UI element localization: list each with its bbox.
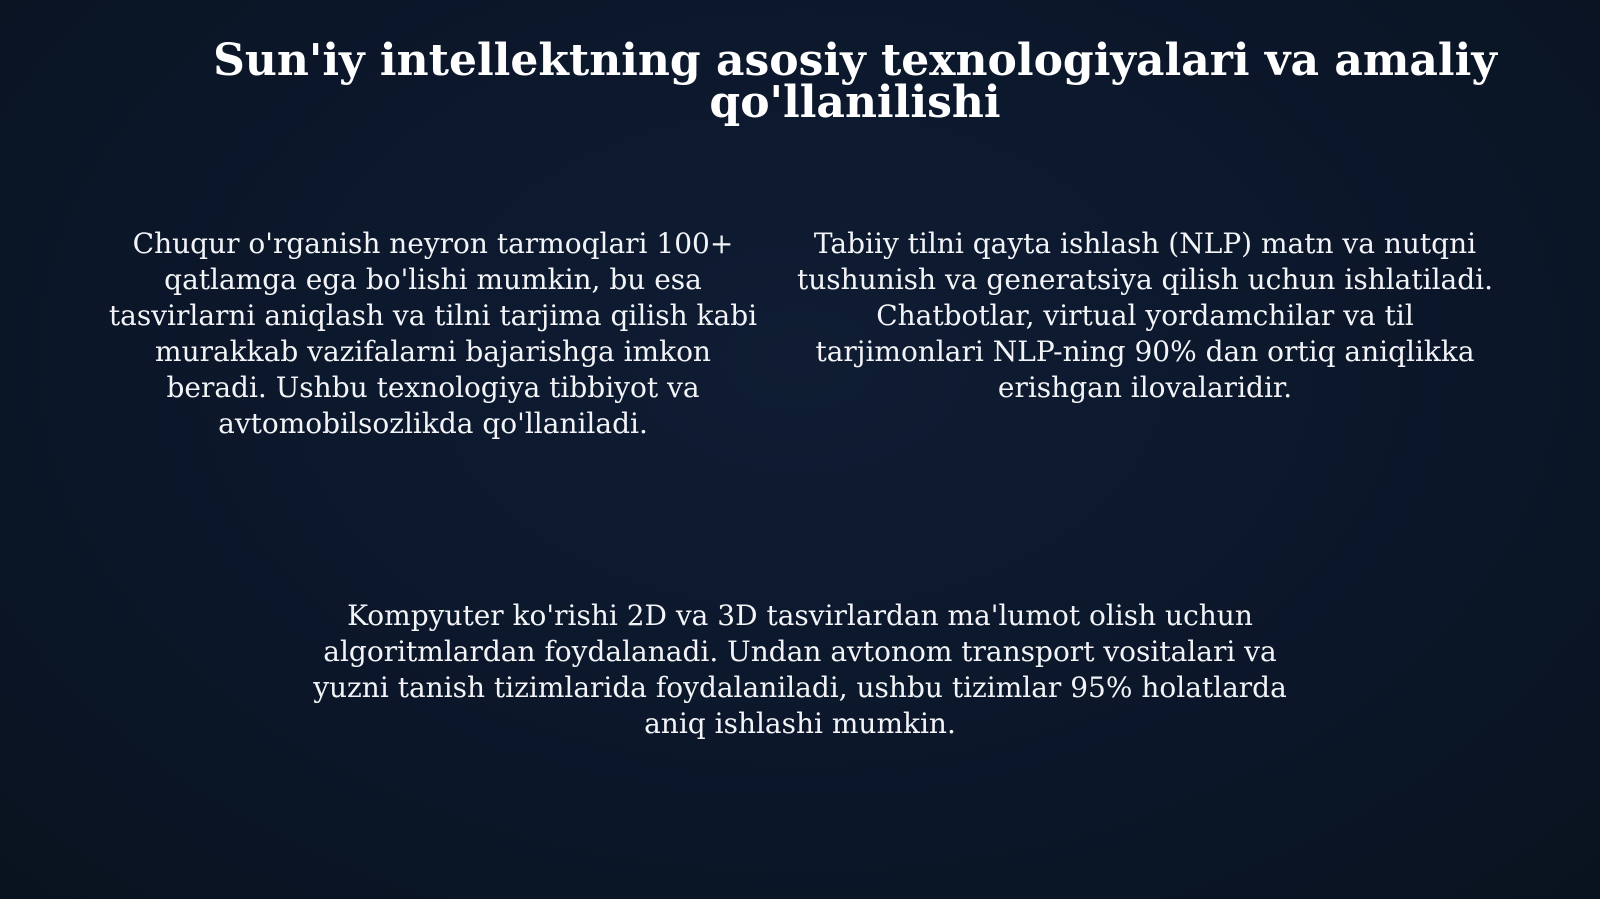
nlp-paragraph: Tabiiy tilni qayta ishlash (NLP) matn va nutqni tushunish va generatsiya qilish uchun ishlatiladi. Chatbotlar, virtual yordamchilar va til tarjimonlari NLP-ning 90% dan ortiq aniqlikka erishgan ilovalaridir. xyxy=(796,227,1494,404)
deep-learning-paragraph: Chuqur o'rganish neyron tarmoqlari 100+ qatlamga ega bo'lishi mumkin, bu esa tasvirlarni aniqlash va tilni tarjima qilish kabi murakkab vazifalarni bajarishga imkon beradi. Ushbu texnologiya tibbiyot va avtomobilsozlikda qo'llaniladi. xyxy=(108,227,758,440)
slide-title: Sun'iy intellektning asosiy texnologiyalari va amaliy qo'llanilishi xyxy=(213,35,1497,128)
computer-vision-paragraph: Kompyuter ko'rishi 2D va 3D tasvirlardan ma'lumot olish uchun algoritmlardan foydalanadi. Undan avtonom transport vositalari va yuzni tanish tizimlarida foydalaniladi, ushbu tizimlar 95% holatlarda aniq ishlashi mumkin. xyxy=(313,599,1287,740)
